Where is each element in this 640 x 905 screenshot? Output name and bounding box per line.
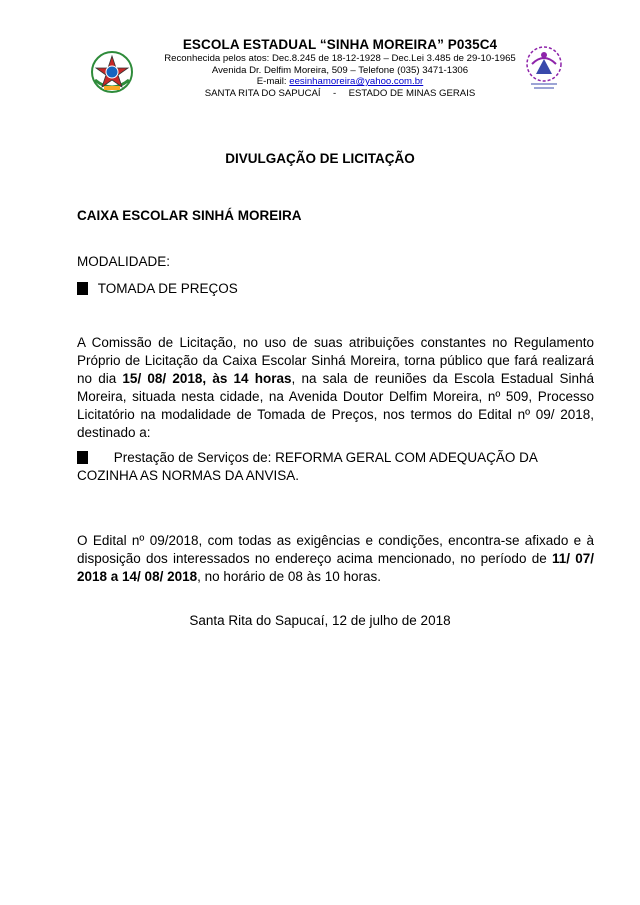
paragraph2-part2: , no horário de 08 às 10 horas. <box>197 569 381 584</box>
email-line <box>140 76 540 88</box>
email-label: E-mail: <box>256 76 290 88</box>
paragraph2-part1: O Edital nº 09/2018, com todas as exigências e condições, encontra-se afixado e à disposição dos interessados no endereço acima mencionado, no período de <box>77 533 594 566</box>
modality-label: MODALIDADE: <box>77 254 171 269</box>
square-bullet-icon <box>77 282 88 295</box>
address-line: Avenida Dr. Delfim Moreira, 509 – Telefone (035) 3471-1306 <box>211 64 469 76</box>
entity-name: CAIXA ESCOLAR SINHÁ MOREIRA <box>77 208 302 223</box>
availability-period: 11/ 07/ 2018 a 14/ 08/ 2018 <box>77 551 594 584</box>
square-bullet-icon <box>77 451 88 464</box>
place-and-date: Santa Rita do Sapucaí, 12 de julho de 2018 <box>189 613 451 628</box>
announcement-paragraph <box>77 334 594 442</box>
city-line <box>140 88 540 100</box>
city-text: SANTA RITA DO SAPUCAÍ <box>204 87 321 99</box>
modality-item <box>77 280 594 298</box>
edital-paragraph <box>77 532 594 586</box>
city-separator: - <box>332 87 337 99</box>
service-item <box>77 449 594 485</box>
recognition-line: Reconhecida pelos atos: Dec.8.245 de 18-12-1928 – Dec.Lei 3.485 de 29-10-1965 <box>164 53 516 64</box>
email-link[interactable]: eesinhamoreira@yahoo.com.br <box>289 76 424 88</box>
document-title: DIVULGAÇÃO DE LICITAÇÃO <box>225 151 415 166</box>
letterhead <box>140 37 540 99</box>
coat-of-arms-logo <box>90 50 134 94</box>
session-date: 15/ 08/ 2018, às 14 horas <box>122 371 292 386</box>
paragraph1-part2: , na sala de reuniões da Escola Estadual Sinhá Moreira, situada nesta cidade, na Avenida Doutor Delfim Moreira, nº 509, Processo Licitatório na modalidade de Tomada de Preços, nos termos do Edital nº 09/ 2018, destinado a: <box>77 371 594 440</box>
state-text: ESTADO DE MINAS GERAIS <box>348 87 476 99</box>
service-description: Prestação de Serviços de: REFORMA GERAL COM ADEQUAÇÃO DA COZINHA AS NORMAS DA ANVISA. <box>77 450 538 483</box>
paragraph1-part1: A Comissão de Licitação, no uso de suas atribuições constantes no Regulamento Próprio de Licitação da Caixa Escolar Sinhá Moreira, torna público que fará realizará no dia <box>77 335 594 386</box>
school-name: ESCOLA ESTADUAL “SINHA MOREIRA” P035C4 <box>182 37 498 52</box>
modality-value: TOMADA DE PREÇOS <box>97 281 238 296</box>
